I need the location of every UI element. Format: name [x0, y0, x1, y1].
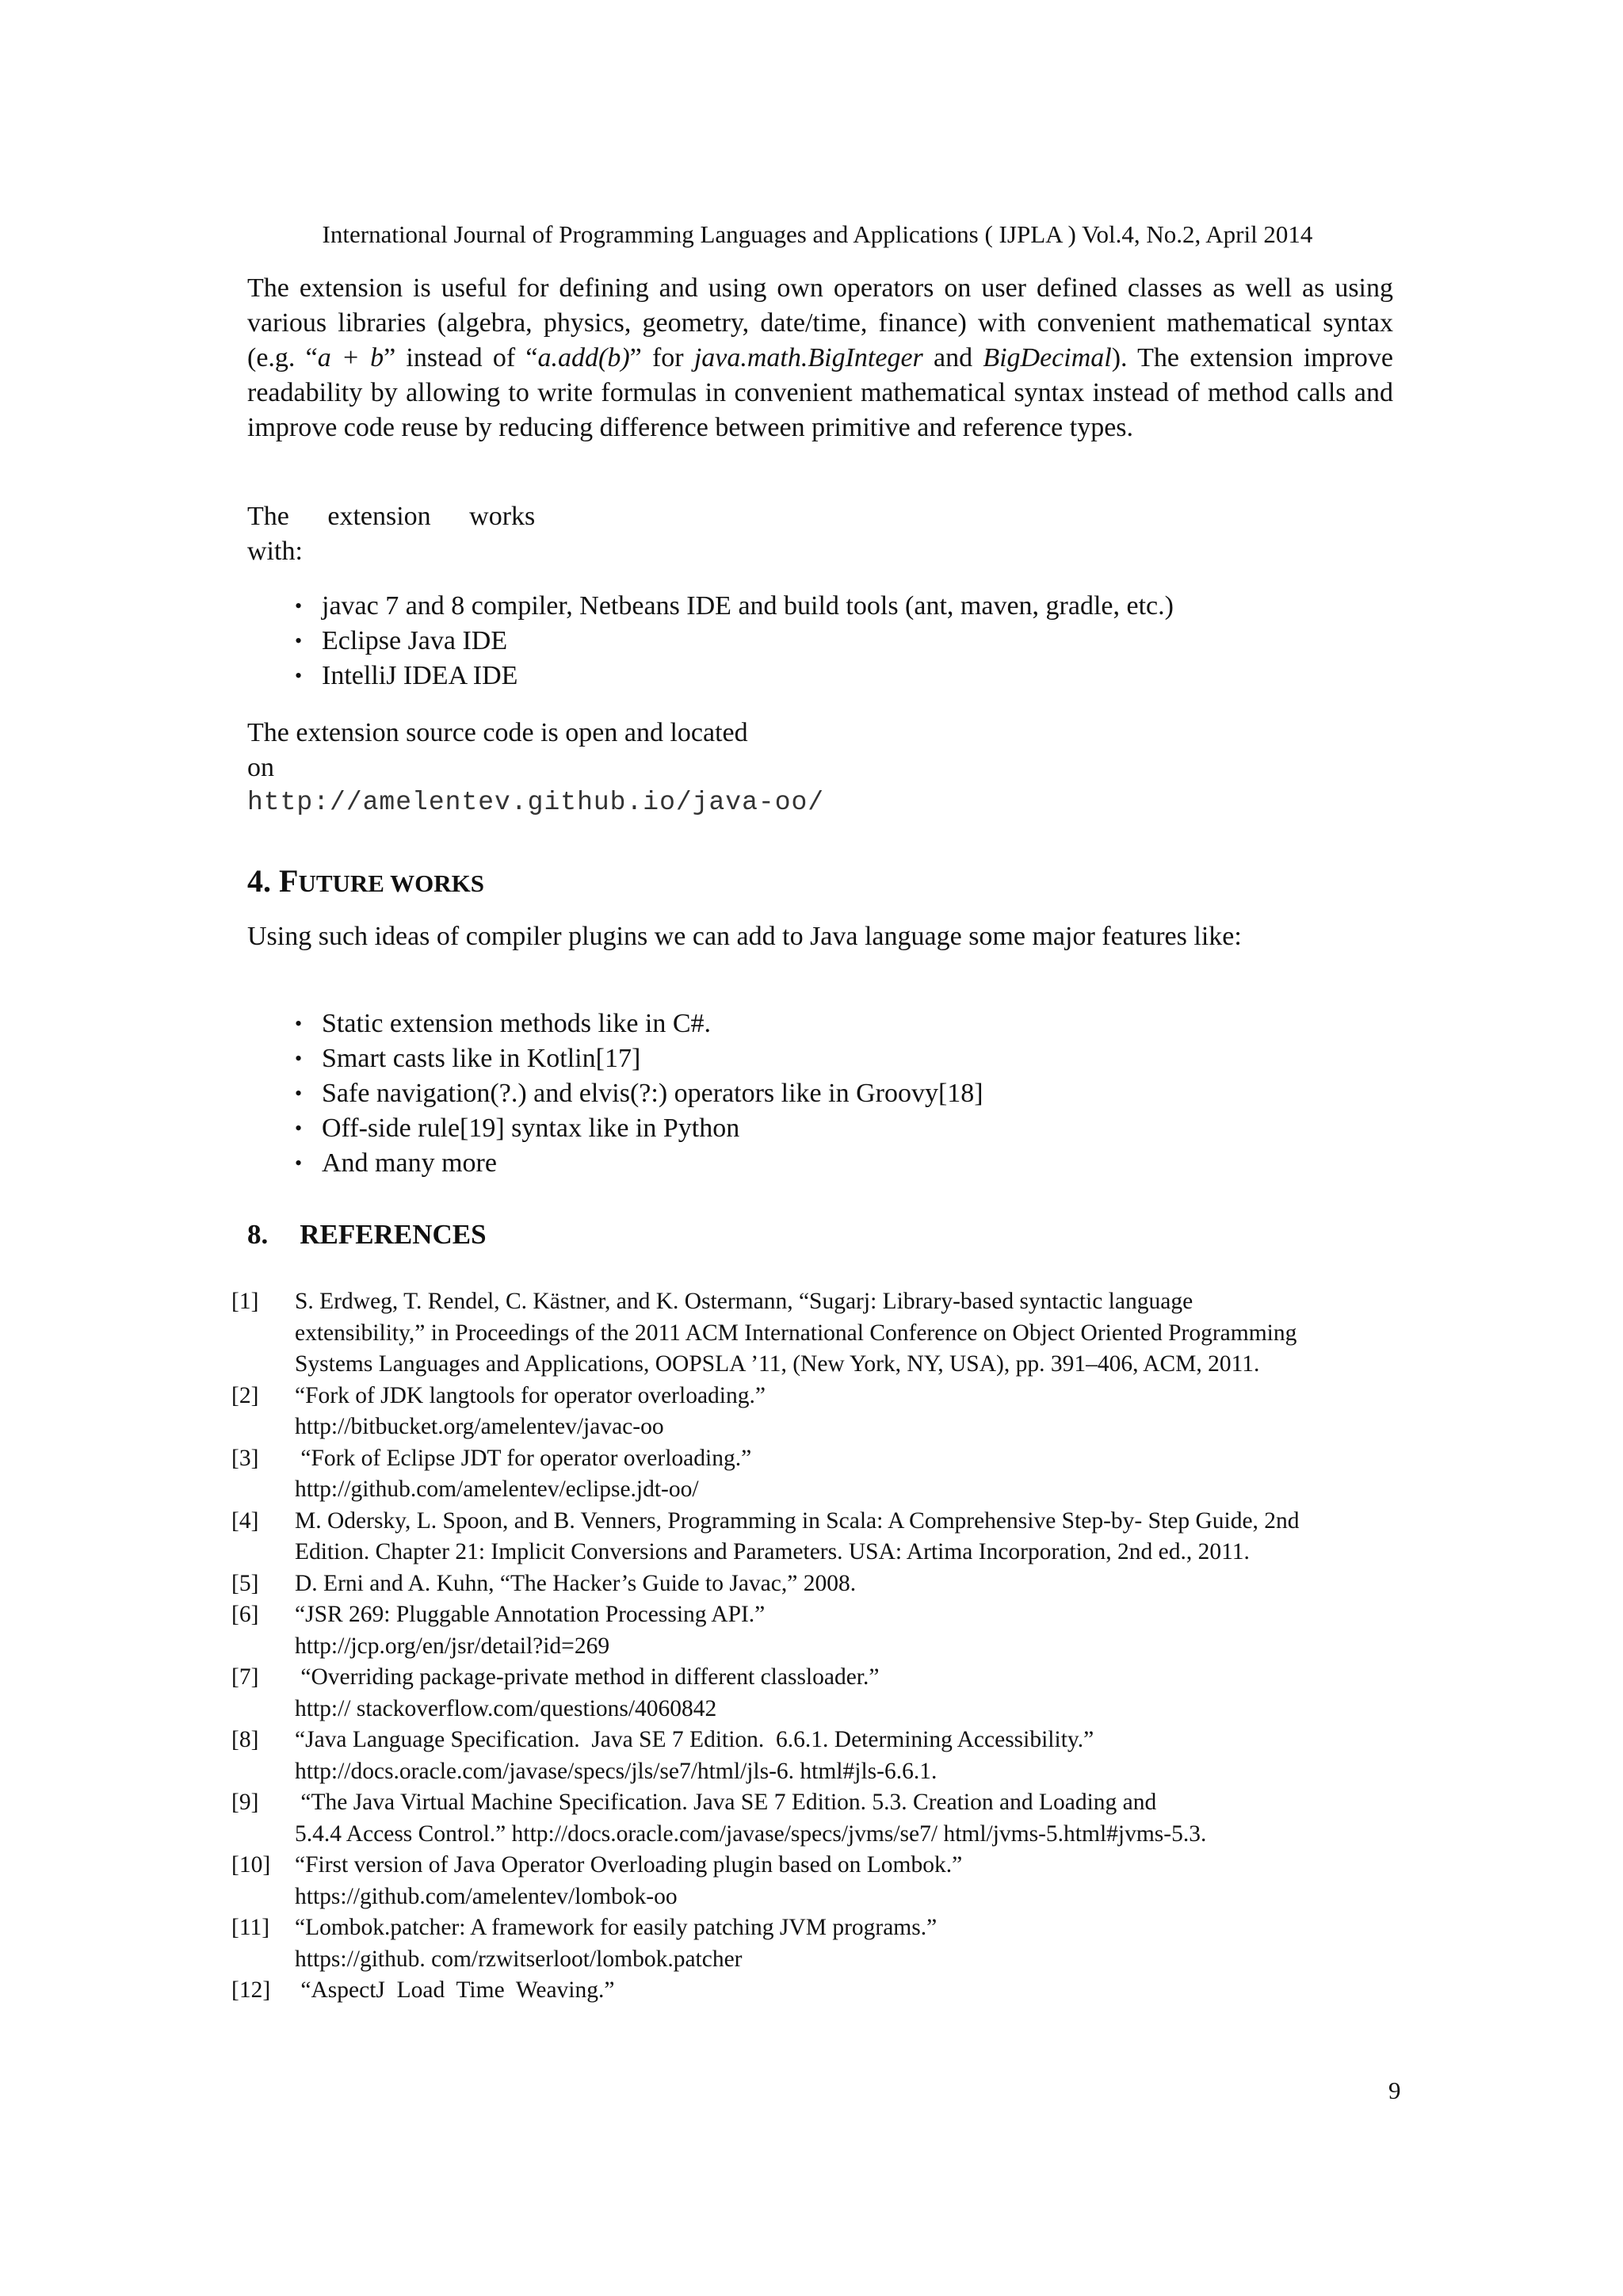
reference-number: [10] [231, 1852, 271, 1878]
reference-number: [12] [231, 1977, 271, 2003]
list-item: • Static extension methods like in C#. [295, 1007, 983, 1041]
class-bigdecimal: BigDecimal [983, 343, 1112, 372]
reference-line: Edition. Chapter 21: Implicit Conversions and Parameters. USA: Artima Incorporation, 2nd ed., 2011. [295, 1539, 1250, 1564]
reference-line: “Fork of JDK langtools for operator overloading.” [295, 1382, 766, 1408]
list-item: • IntelliJ IDEA IDE [295, 659, 1174, 693]
reference-line: “Java Language Specification. Java SE 7 Edition. 6.6.1. Determining Accessibility.” [295, 1727, 1094, 1752]
intro-paragraph: The extension is useful for defining and using own operators on user defined classes as well as using various libraries (algebra, physics, geometry, date/time, finance) with convenient mathematical syntax (e.g. “a + b” instead of “a.add(b)” for java.math.BigInteger and BigDecimal). The extension improve readability by allowing to write formulas in convenient mathematical syntax instead of method calls and improve code reuse by reducing difference between primitive and reference types. [247, 273, 1394, 442]
intro-and: and [934, 343, 973, 372]
inline-code-add: a.add(b) [537, 343, 630, 372]
reference-line: https://github.com/amelentev/lombok-oo [295, 1883, 678, 1909]
reference-text [295, 1286, 1412, 1381]
section-number: 8. [247, 1219, 269, 1250]
reference-line: http://bitbucket.org/amelentev/javac-oo [295, 1414, 664, 1439]
section-heading-future-works [247, 862, 484, 900]
reference-list [231, 1286, 1412, 2007]
reference-line: Systems Languages and Applications, OOPSLA ’11, (New York, NY, USA), pp. 391–406, ACM, 2011. [295, 1351, 1260, 1377]
reference-line: M. Odersky, L. Spoon, and B. Venners, Programming in Scala: A Comprehensive Step-by- Step Guide, 2nd [295, 1507, 1300, 1534]
class-biginteger: java.math.BigInteger [693, 343, 923, 372]
list-item: • And many more [295, 1146, 983, 1181]
reference-item [231, 1286, 1412, 1381]
reference-text [295, 1912, 1412, 1975]
inline-formula: a + b [317, 343, 384, 372]
reference-text [295, 1850, 1412, 1912]
reference-text [295, 1599, 1412, 1662]
reference-line: “JSR 269: Pluggable Annotation Processing API.” [295, 1602, 766, 1627]
reference-number: [3] [231, 1445, 259, 1471]
reference-item [231, 1443, 1412, 1506]
reference-line: http://docs.oracle.com/javase/specs/jls/se7/html/jls-6. html#jls-6.6.1. [295, 1758, 938, 1784]
section-number: 4. [247, 863, 271, 899]
works-with-paragraph [247, 499, 564, 569]
list-item: • Off-side rule[19] syntax like in Python [295, 1111, 983, 1146]
reference-line: “Fork of Eclipse JDT for operator overloading.” [295, 1445, 752, 1471]
reference-text [295, 1381, 1412, 1443]
running-header: International Journal of Programming Languages and Applications ( IJPLA ) Vol.4, No.2, April 2014 [322, 220, 1313, 248]
reference-number: [6] [231, 1602, 259, 1627]
section-title-initial: F [279, 863, 299, 899]
reference-line: S. Erdweg, T. Rendel, C. Kästner, and K. Ostermann, “Sugarj: Library-based syntactic language [295, 1289, 1193, 1314]
list-item: • Smart casts like in Kotlin[17] [295, 1041, 983, 1076]
section-title: REFERENCES [300, 1219, 487, 1250]
intro-text: The extension is useful for defining and using own operators on user defined classes as well as using various libraries (algebra, physics, geometry, date/time, finance) with convenient mathematical syntax (e.g. [247, 273, 1393, 372]
reference-number: [11] [231, 1915, 270, 1940]
reference-text [295, 1725, 1412, 1787]
section-heading-references [247, 1219, 487, 1251]
reference-line: D. Erni and A. Kuhn, “The Hacker’s Guide to Javac,” 2008. [295, 1570, 857, 1596]
reference-item [231, 1662, 1412, 1725]
source-url[interactable]: http://amelentev.github.io/java-oo/ [247, 788, 825, 817]
reference-item [231, 1506, 1412, 1568]
reference-line: 5.4.4 Access Control.” http://docs.oracle.com/javase/specs/jvms/se7/ html/jvms-5.html#jvms-5.3. [295, 1820, 1207, 1847]
reference-line: “AspectJ Load Time Weaving.” [295, 1977, 615, 2003]
source-line2: on [247, 753, 274, 782]
reference-item [231, 1381, 1412, 1443]
list-item: • Safe navigation(?.) and elvis(?:) operators like in Groovy[18] [295, 1076, 983, 1111]
reference-item [231, 1599, 1412, 1662]
intro-tail: ). The extension improve readability by allowing to write formulas in convenient mathematical syntax instead of method calls and improve code reuse by reducing difference between primitive and reference types. [247, 343, 1394, 442]
reference-line: “Overriding package-private method in different classloader.” [295, 1664, 880, 1690]
reference-line: “First version of Java Operator Overloading plugin based on Lombok.” [295, 1852, 963, 1878]
reference-text [295, 1506, 1412, 1568]
future-works-list [295, 1007, 983, 1181]
reference-item [231, 1568, 1412, 1600]
reference-line: https://github. com/rzwitserloot/lombok.patcher [295, 1946, 743, 1972]
reference-text [295, 1662, 1412, 1725]
reference-line: extensibility,” in Proceedings of the 2011 ACM International Conference on Object Oriented Programming [295, 1320, 1297, 1346]
reference-line: http://github.com/amelentev/eclipse.jdt-oo/ [295, 1477, 699, 1502]
reference-item [231, 1912, 1412, 1975]
intro-connector: instead of [406, 343, 516, 372]
source-paragraph [247, 716, 824, 820]
reference-text [295, 1443, 1412, 1506]
reference-number: [8] [231, 1727, 259, 1752]
reference-line: “The Java Virtual Machine Specification. Java SE 7 Edition. 5.3. Creation and Loading and [295, 1790, 1157, 1815]
reference-number: [4] [231, 1507, 259, 1534]
list-item: • javac 7 and 8 compiler, Netbeans IDE and build tools (ant, maven, gradle, etc.) [295, 589, 1174, 624]
reference-line: http:// stackoverflow.com/questions/4060842 [295, 1695, 717, 1721]
reference-line: http://jcp.org/en/jsr/detail?id=269 [295, 1633, 610, 1659]
works-with-line1: The extension works [247, 502, 536, 531]
source-line1: The extension source code is open and located [247, 718, 748, 747]
reference-item [231, 1850, 1412, 1912]
list-item: • Eclipse Java IDE [295, 624, 1174, 659]
reference-item [231, 1975, 1412, 2007]
reference-item [231, 1725, 1412, 1787]
reference-number: [2] [231, 1382, 259, 1408]
reference-text [295, 1787, 1412, 1850]
reference-text [295, 1568, 1412, 1600]
reference-number: [5] [231, 1570, 259, 1596]
reference-number: [1] [231, 1289, 259, 1314]
reference-text [295, 1975, 1412, 2007]
reference-number: [9] [231, 1790, 259, 1815]
works-with-line2: with: [247, 537, 303, 566]
tools-list [295, 589, 1174, 693]
section-title: UTURE WORKS [298, 869, 484, 897]
reference-line: “Lombok.patcher: A framework for easily patching JVM programs.” [295, 1915, 938, 1940]
future-works-intro: Using such ideas of compiler plugins we can add to Java language some major features like: [247, 922, 1242, 951]
page-number: 9 [1388, 2076, 1401, 2104]
intro-connector-for: for [651, 343, 684, 372]
reference-item [231, 1787, 1412, 1850]
reference-number: [7] [231, 1664, 259, 1690]
